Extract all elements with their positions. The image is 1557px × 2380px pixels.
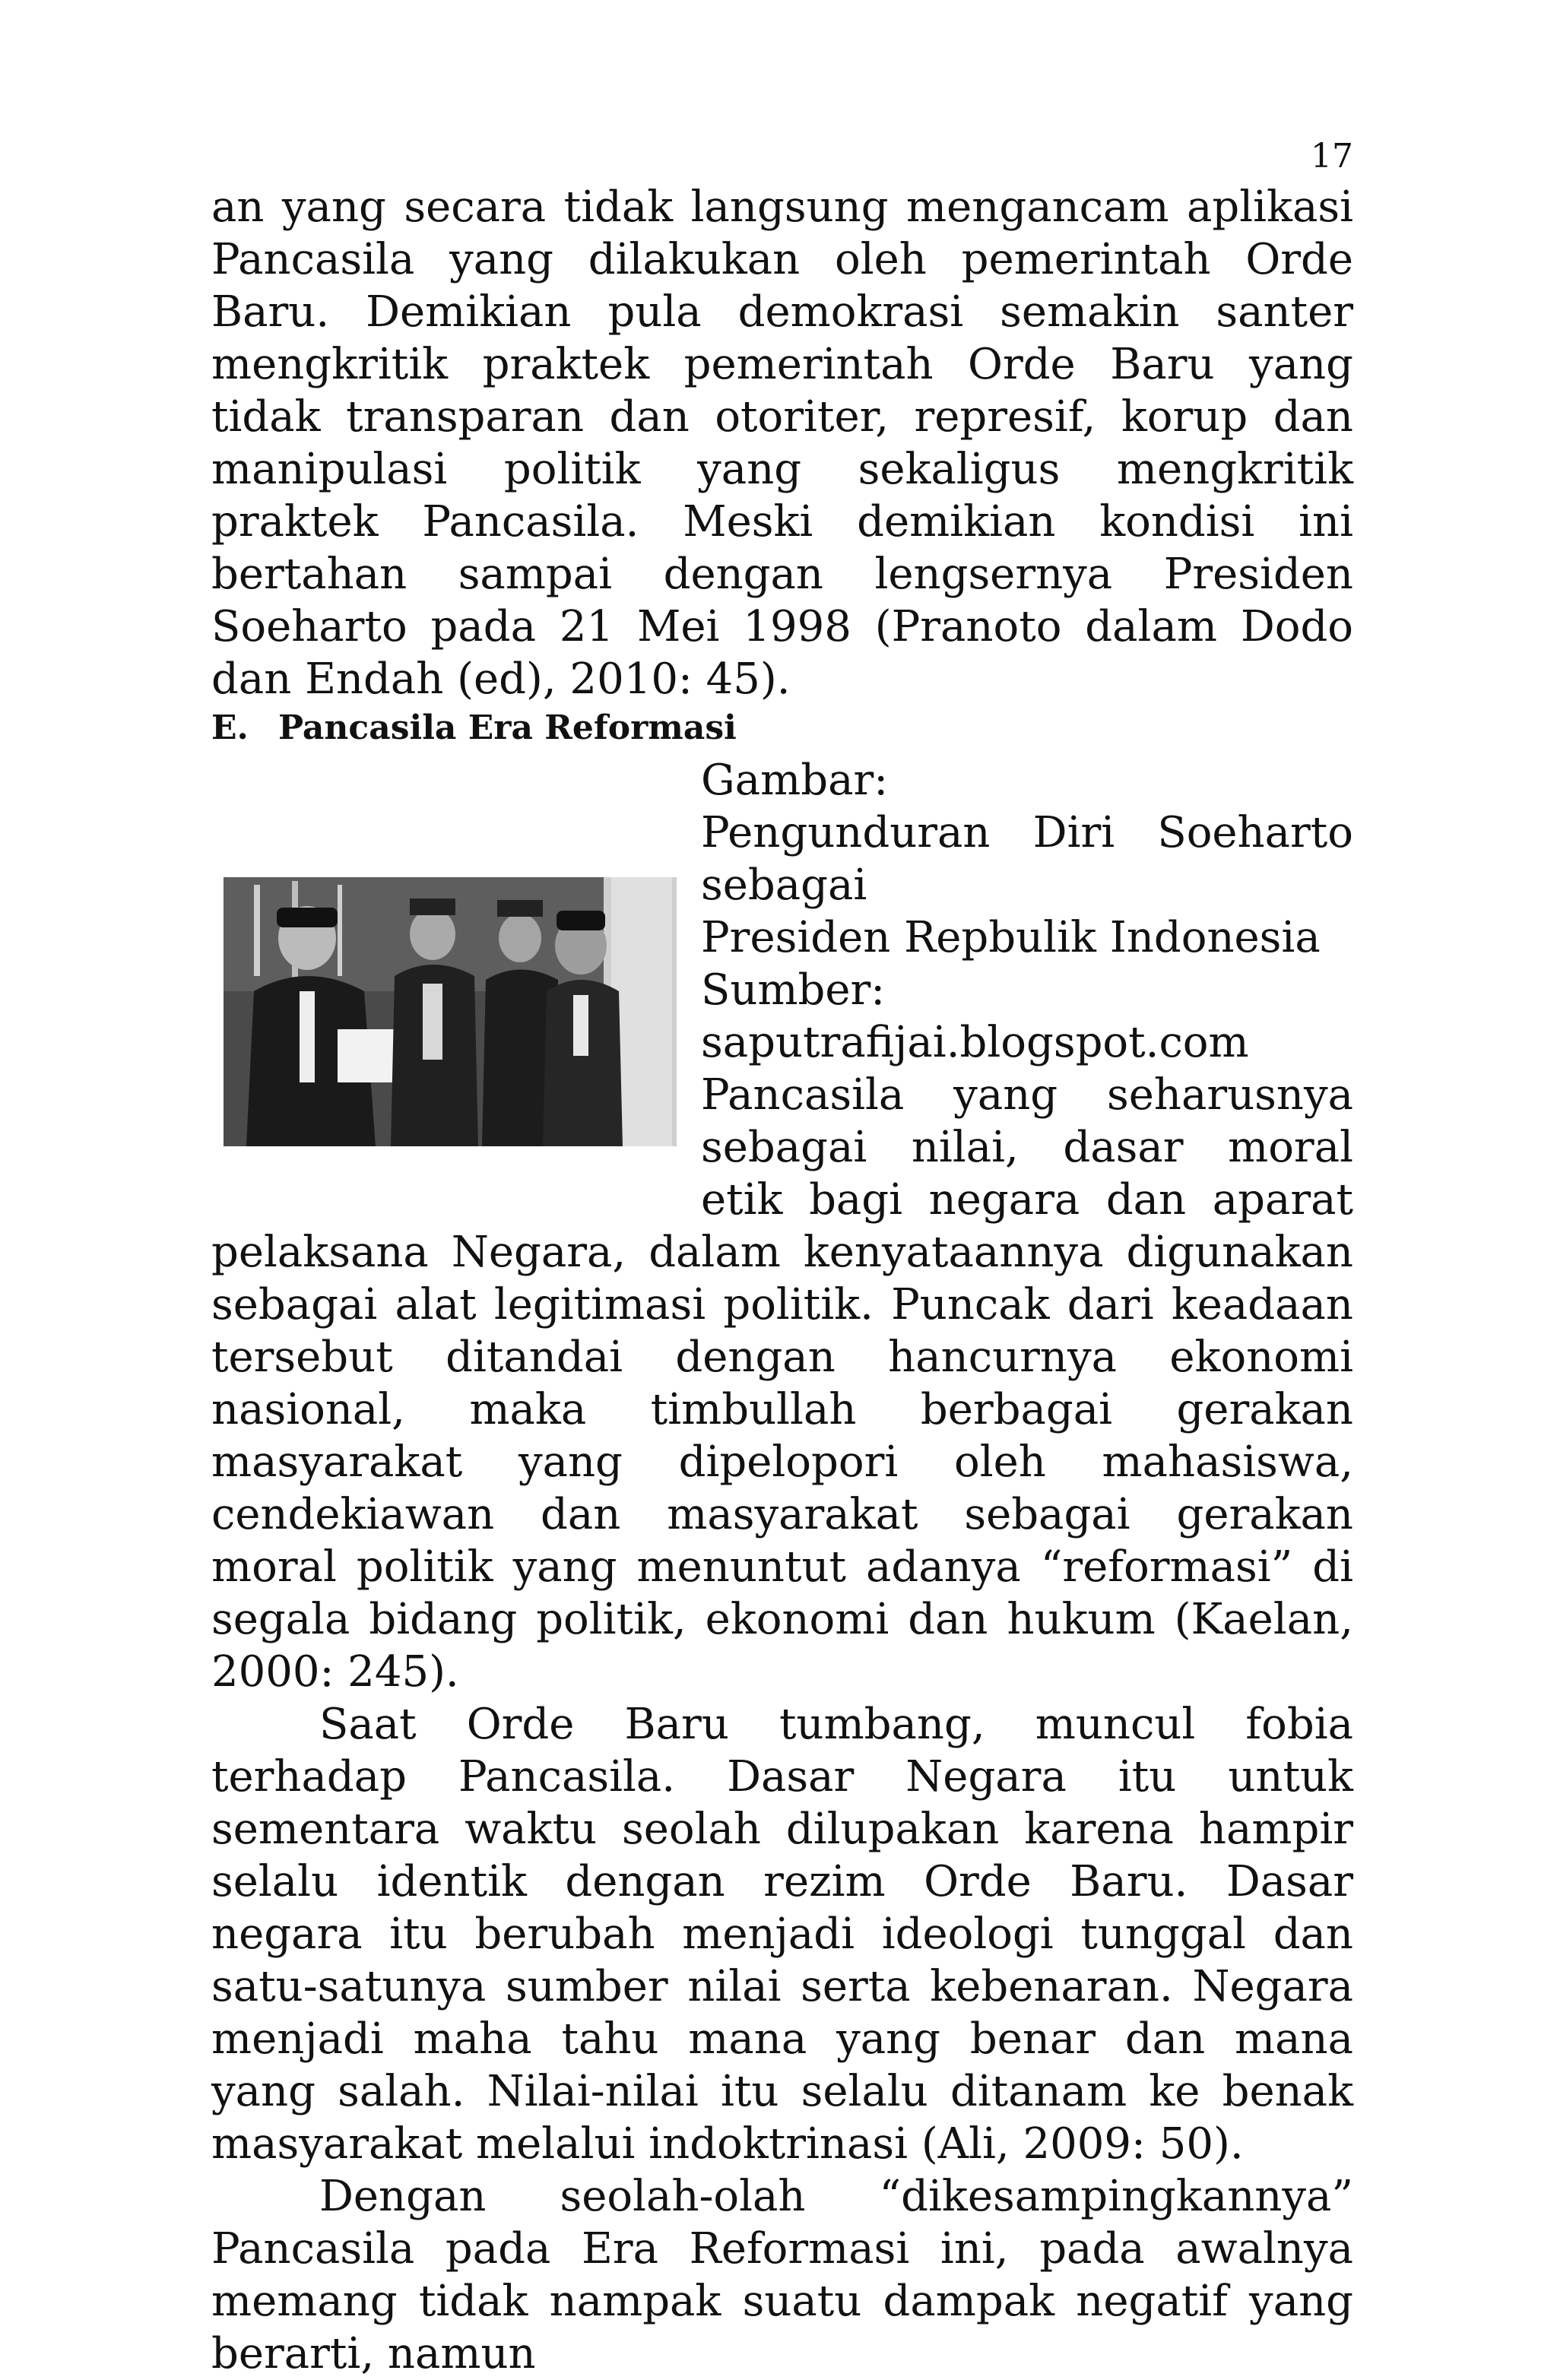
section-letter: E. bbox=[211, 708, 249, 747]
page-number: 17 bbox=[1311, 137, 1353, 176]
caption-source: Sumber: saputrafijai.blogspot.com bbox=[701, 965, 1249, 1067]
paragraph-text: an yang secara tidak langsung mengancam aplikasi Pancasila yang dilakukan oleh pemerintah Orde Baru. Demikian pula demokrasi semakin santer mengkritik praktek pemerintah Orde Baru yang tidak transparan dan otoriter, represif, korup dan manipulasi politik yang sekaligus mengkritik praktek Pancasila. Meski demikian kondisi ini bertahan sampai dengan lengsernya Presiden Soeharto pada 21 Mei 1998 (Pranoto dalam Dodo dan Endah (ed), 2010: 45). bbox=[211, 182, 1353, 704]
paragraph-intro bbox=[211, 181, 1353, 705]
photo-illustration bbox=[224, 877, 677, 1146]
caption-line: Presiden Repbulik Indonesia bbox=[701, 913, 1321, 962]
caption-label: Gambar: bbox=[701, 756, 889, 805]
section-body bbox=[211, 754, 1353, 2380]
paragraph-fobia: Saat Orde Baru tumbang, muncul fobia terhadap Pancasila. Dasar Negara itu untuk sementara waktu seolah dilupakan karena hampir selalu identik dengan rezim Orde Baru. Dasar negara itu berubah menjadi ideologi tunggal dan satu-satunya sumber nilai serta kebenaran. Negara menjadi maha tahu mana yang benar dan mana yang salah. Nilai-nilai itu selalu ditanam ke benak masyarakat melalui indoktrinasi (Ali, 2009: 50). bbox=[211, 1700, 1353, 2169]
caption-line: Pengunduran Diri Soeharto sebagai bbox=[701, 808, 1353, 910]
paragraph-dikesampingkan: Dengan seolah-olah “dikesampingkannya” Pancasila pada Era Reformasi ini, pada awalnya memang tidak nampak suatu dampak negatif yang berarti, namun bbox=[211, 2172, 1353, 2378]
section-heading bbox=[211, 707, 1353, 749]
figure-photo bbox=[224, 877, 677, 1146]
section-title: Pancasila Era Reformasi bbox=[278, 708, 737, 747]
paragraph-text: Pancasila yang seharusnya sebagai nilai, dasar moral etik bagi negara dan aparat pelaksana Negara, dalam kenyataannya digunakan sebagai alat legitimasi politik. Puncak dari keadaan tersebut ditandai dengan hancurnya ekonomi nasional, maka timbullah berbagai gerakan masyarakat yang dipelopori oleh mahasiswa, cendekiawan dan masyarakat sebagai gerakan moral politik yang menuntut adanya “reformasi” di segala bidang politik, ekonomi dan hukum (Kaelan, 2000: 245). bbox=[211, 1070, 1353, 1697]
figure bbox=[211, 754, 678, 1225]
